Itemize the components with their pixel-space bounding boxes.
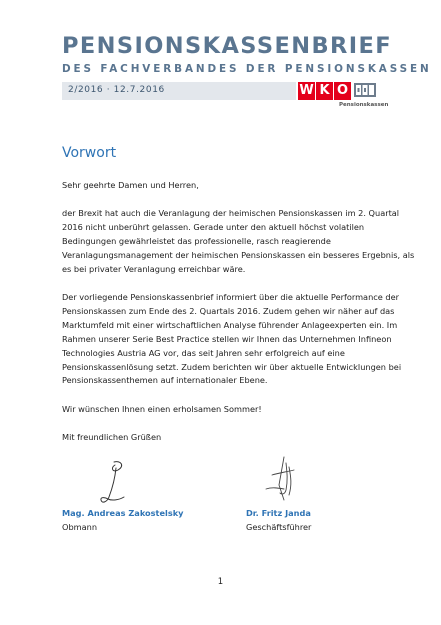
- issue-date: 2/2016 · 12.7.2016: [68, 85, 165, 95]
- paragraph-line: der Brexit hat auch die Veranlagung der heimischen Pensionskassen im 2. Quartal: [62, 208, 400, 218]
- signature-zakostelsky: [88, 456, 140, 508]
- signatory-name: Mag. Andreas Zakostelsky: [62, 508, 184, 518]
- austria-emblem-icon: [354, 83, 376, 97]
- newsletter-title: PENSIONSKASSENBRIEF: [62, 33, 393, 59]
- logo-letter-o: O: [334, 82, 351, 100]
- signatory-name: Dr. Fritz Janda: [246, 508, 311, 518]
- wko-logo: [298, 82, 389, 109]
- paragraph-line: Pensionskassen zum Ende des 2. Quartals 2016. Zudem gehen wir näher auf das: [62, 305, 395, 316]
- paragraph-line: Pensionskassenlösung setzt. Zudem berichten wir über aktuelle Entwicklungen bei: [62, 361, 402, 372]
- paragraph-line: Bedingungen gewährleistet das professionelle, rasch reagierende: [62, 235, 331, 246]
- closing-wish: Wir wünschen Ihnen einen erholsamen Sommer!: [62, 404, 262, 414]
- paragraph-line: Rahmen unserer Serie Best Practice stellen wir Ihnen das Unternehmen Infineon: [62, 333, 392, 344]
- paragraph-line: Pensionskassenthemen auf internationaler Ebene.: [62, 375, 268, 386]
- signatory-role: Geschäftsführer: [246, 522, 312, 532]
- paragraph-line: es bei privater Veranlagung erreichbar wäre.: [62, 263, 246, 274]
- page-number: 1: [217, 577, 224, 587]
- paragraph-line: Veranlagungsmanagement der heimischen Pensionskassen ein besseres Ergebnis, als: [62, 249, 415, 260]
- logo-caption: Pensionskassen: [339, 102, 389, 108]
- paragraph-line: 2016 nicht unberührt gelassen. Gerade unter den aktuell höchst volatilen: [62, 221, 365, 232]
- logo-letter-w: W: [299, 83, 314, 98]
- paragraph-line: Technologies Austria AG vor, das seit Jahren sehr erfolgreich auf eine: [62, 347, 345, 358]
- paragraph-line: Der vorliegende Pensionskassenbrief informiert über die aktuelle Performance der: [62, 292, 400, 302]
- salutation: Sehr geehrte Damen und Herren,: [62, 180, 199, 190]
- page-heading: Vorwort: [62, 145, 117, 161]
- paragraph-line: Marktumfeld mit einer wirtschaftlichen Analyse führender Anlageexperten ein. Im: [62, 319, 398, 330]
- signatory-role: Obmann: [62, 522, 98, 532]
- greeting: Mit freundlichen Grüßen: [62, 432, 162, 442]
- issue-bar: [62, 82, 296, 100]
- newsletter-subtitle: DES FACHVERBANDES DER PENSIONSKASSEN: [62, 63, 432, 75]
- signature-janda: [258, 453, 304, 509]
- paragraph-2: [62, 291, 402, 388]
- logo-letter-k: K: [316, 82, 333, 100]
- paragraph-1: [62, 207, 415, 277]
